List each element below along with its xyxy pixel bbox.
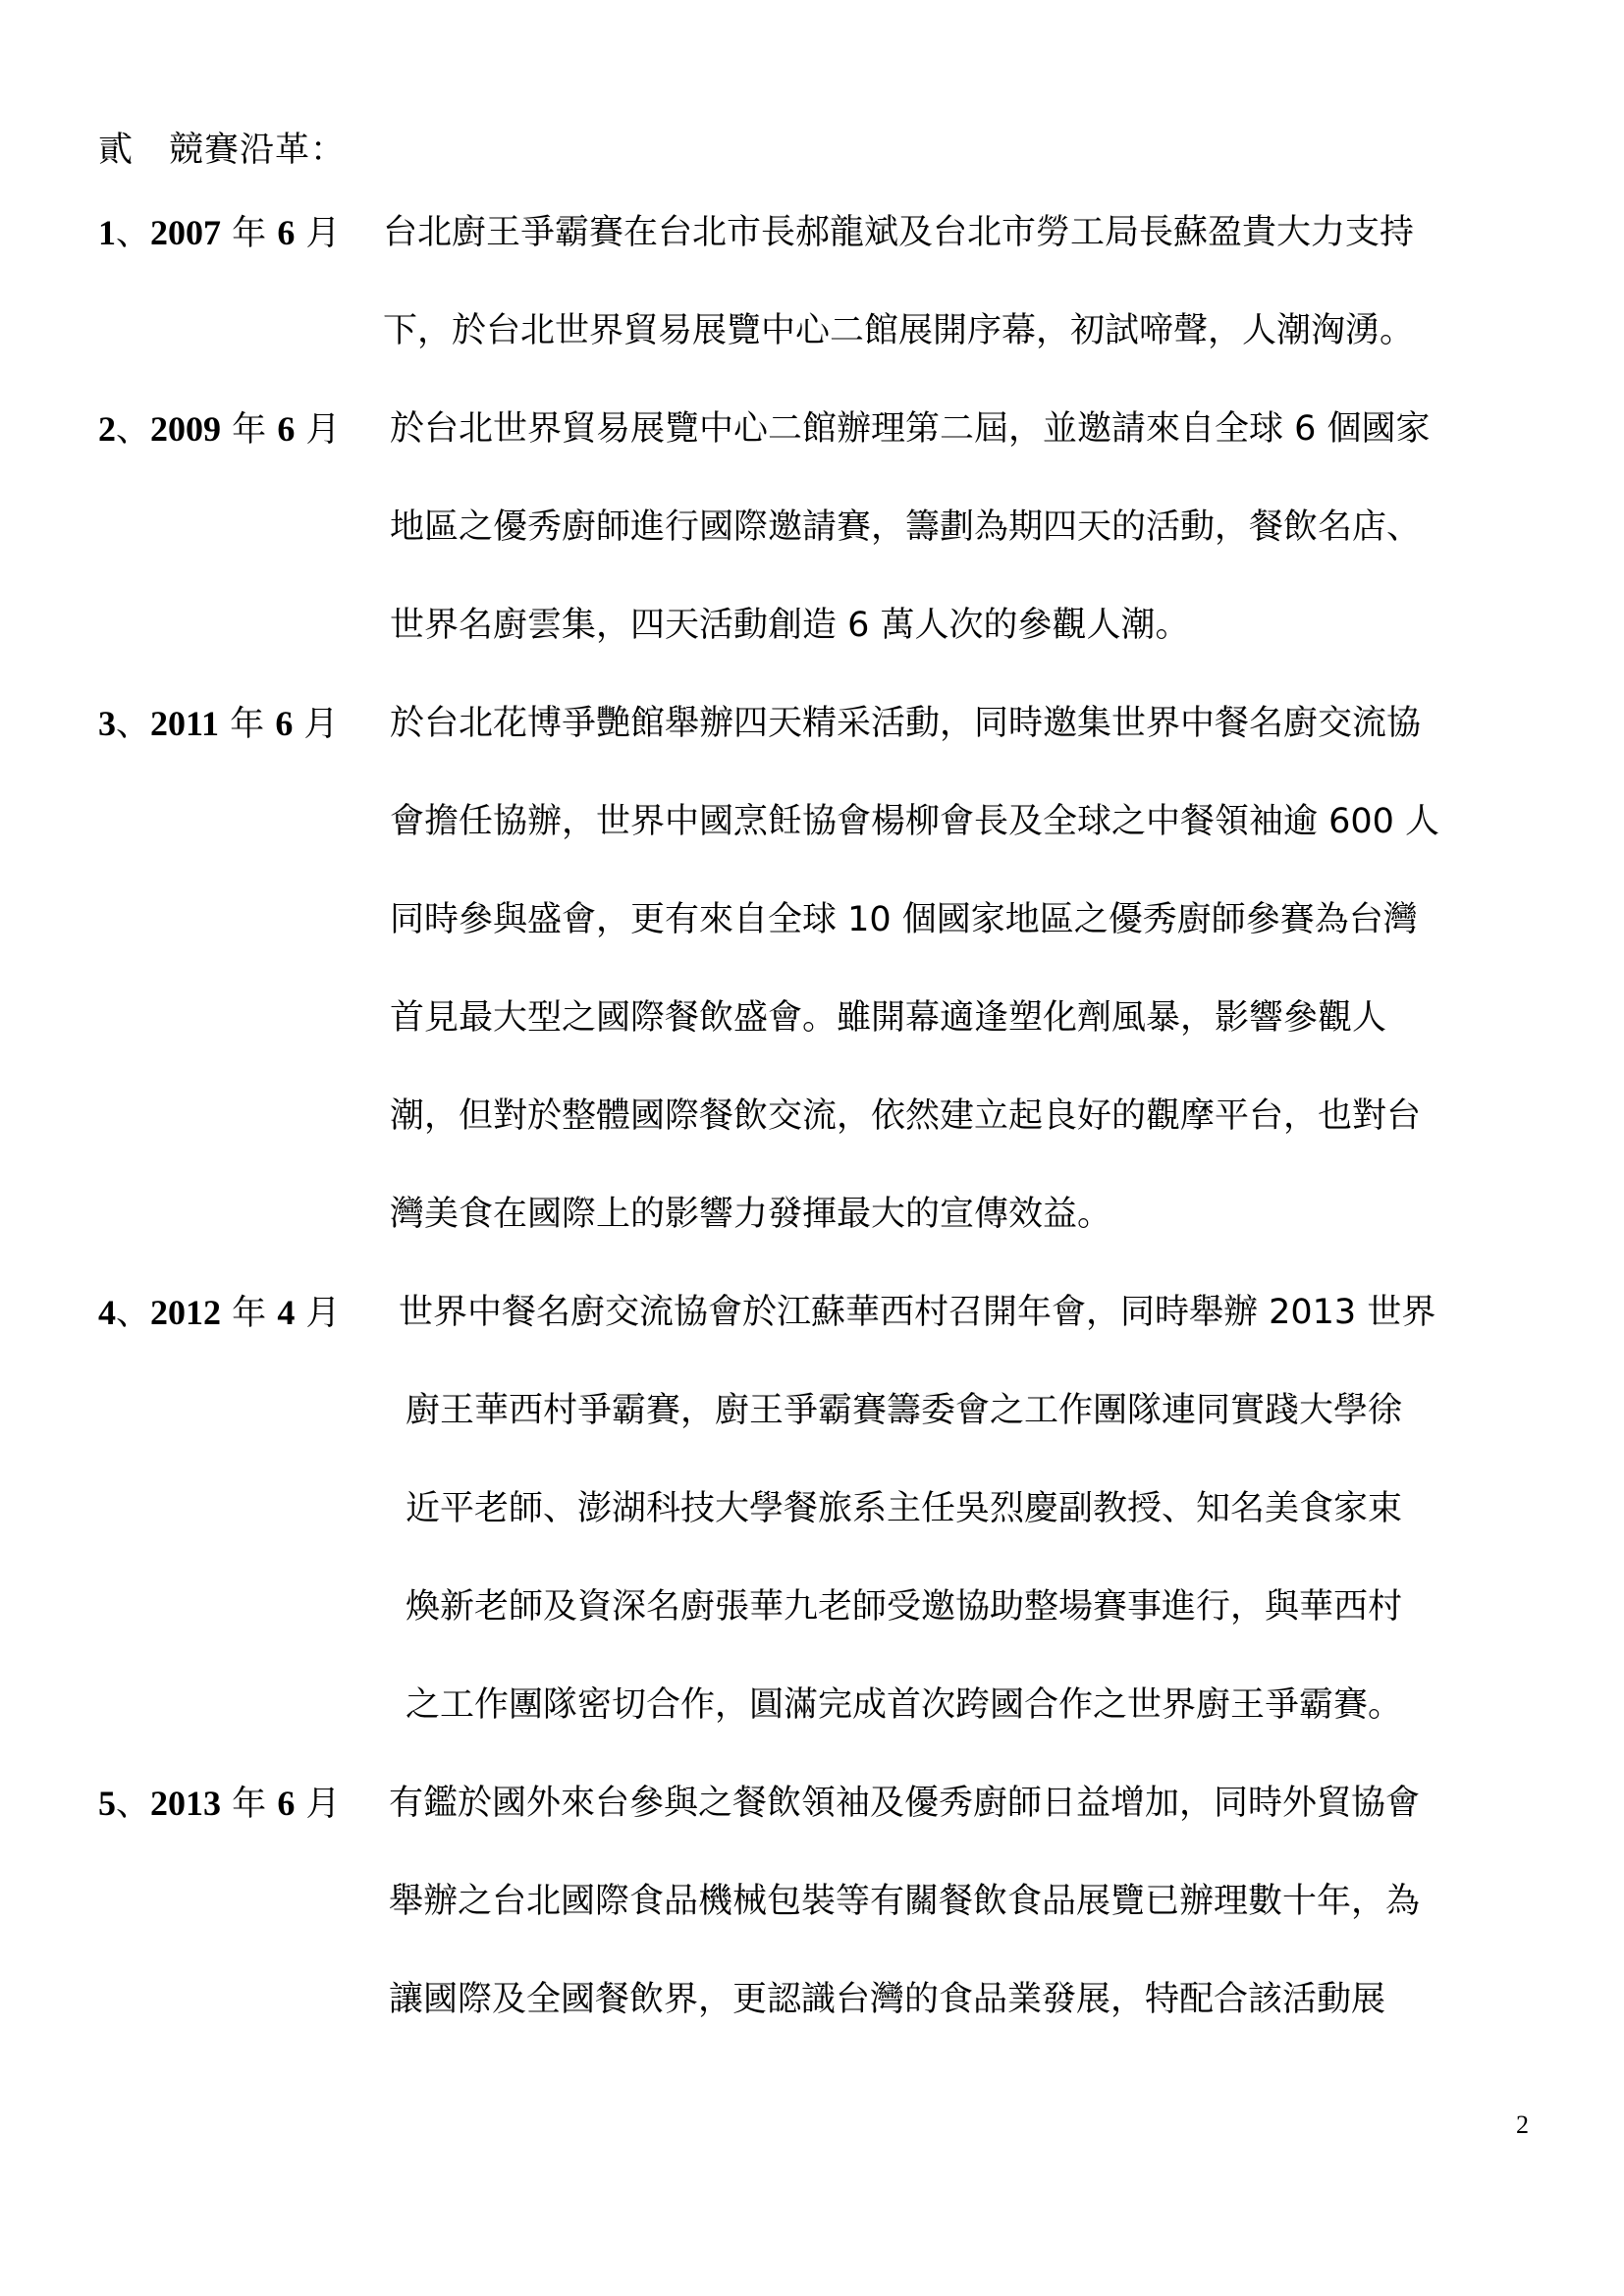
entry-4-line-1: 世界中餐名廚交流協會於江蘇華西村召開年會，同時舉辦 2013 世界 [399,1293,1436,1332]
entry-1-month: 6 [277,213,296,252]
entry-3-date [98,699,338,749]
entry-5-month-unit: 月 [305,1785,341,1824]
entry-4-line-5: 之工作團隊密切合作，圓滿完成首次跨國合作之世界廚王爭霸賽。 [406,1685,1403,1725]
entry-2-month: 6 [277,409,296,449]
entry-3-month-unit: 月 [303,705,339,744]
entry-4-year-unit: 年 [232,1294,267,1333]
entry-2-month-unit: 月 [305,410,341,450]
entry-4-month: 4 [277,1293,296,1332]
entry-2-line-3: 世界名廚雲集，四天活動創造 6 萬人次的參觀人潮。 [390,606,1190,645]
entry-4-line-2: 廚王華西村爭霸賽，廚王爭霸賽籌委會之工作團隊連同實踐大學徐 [406,1391,1403,1430]
entry-1-date [98,208,340,258]
section-title: 貳 競賽沿革： [98,131,347,170]
entry-1-line-1: 台北廚王爭霸賽在台北市長郝龍斌及台北市勞工局長蘇盈貴大力支持 [383,213,1415,252]
page-number: 2 [1516,2110,1529,2139]
entry-2-year-unit: 年 [232,410,267,450]
entry-3-month: 6 [275,704,294,743]
entry-3-line-6: 灣美食在國際上的影響力發揮最大的宣傳效益。 [390,1195,1112,1234]
entry-3-line-5: 潮，但對於整體國際餐飲交流，依然建立起良好的觀摩平台，也對台 [390,1096,1422,1136]
entry-5-year: 2013 [150,1784,222,1823]
entry-3-line-4: 首見最大型之國際餐飲盛會。雖開幕適逢塑化劑風暴，影響參觀人 [390,998,1387,1038]
entry-3-line-2: 會擔任協辦，世界中國烹飪協會楊柳會長及全球之中餐領袖逾 600 人 [390,802,1440,841]
entry-4-year: 2012 [150,1293,222,1332]
entry-1-line-2: 下，於台北世界貿易展覽中心二館展開序幕，初試啼聲，人潮洶湧。 [383,311,1415,350]
entry-3-number: 3 [98,704,116,743]
entry-3-line-3: 同時參與盛會，更有來自全球 10 個國家地區之優秀廚師參賽為台灣 [390,900,1418,939]
entry-1-year: 2007 [150,213,222,252]
entry-3-year-unit: 年 [230,705,265,744]
entry-4-line-3: 近平老師、澎湖科技大學餐旅系主任吳烈慶副教授、知名美食家束 [406,1489,1403,1528]
entry-4-number: 4 [98,1293,116,1332]
entry-3-line-1: 於台北花博爭艷館舉辦四天精采活動，同時邀集世界中餐名廚交流協 [390,704,1422,743]
entry-2-number: 2 [98,409,116,449]
entry-1-number: 1 [98,213,116,252]
entry-5-year-unit: 年 [232,1785,267,1824]
entry-5-line-1: 有鑑於國外來台參與之餐飲領袖及優秀廚師日益增加，同時外貿協會 [389,1784,1421,1823]
entry-5-line-3: 讓國際及全國餐飲界，更認識台灣的食品業發展，特配合該活動展 [389,1980,1386,2019]
entry-1-separator: 、 [116,214,151,253]
entry-5-date [98,1779,340,1829]
entry-5-month: 6 [277,1784,296,1823]
entry-3-year: 2011 [150,704,220,743]
entry-5-separator: 、 [116,1785,151,1824]
entry-1-month-unit: 月 [305,214,341,253]
entry-4-month-unit: 月 [305,1294,341,1333]
entry-5-number: 5 [98,1784,116,1823]
entry-4-date [98,1288,340,1338]
entry-2-date [98,404,340,454]
entry-2-separator: 、 [116,410,151,450]
entry-2-year: 2009 [150,409,222,449]
entry-5-line-2: 舉辦之台北國際食品機械包裝等有關餐飲食品展覽已辦理數十年，為 [389,1882,1421,1921]
entry-4-line-4: 煥新老師及資深名廚張華九老師受邀協助整場賽事進行，與華西村 [406,1587,1403,1627]
entry-2-line-1: 於台北世界貿易展覽中心二館辦理第二屆，並邀請來自全球 6 個國家 [390,409,1431,449]
entry-1-year-unit: 年 [232,214,267,253]
entry-4-separator: 、 [116,1294,151,1333]
entry-2-line-2: 地區之優秀廚師進行國際邀請賽，籌劃為期四天的活動，餐飲名店、 [390,507,1422,547]
entry-3-separator: 、 [116,705,151,744]
